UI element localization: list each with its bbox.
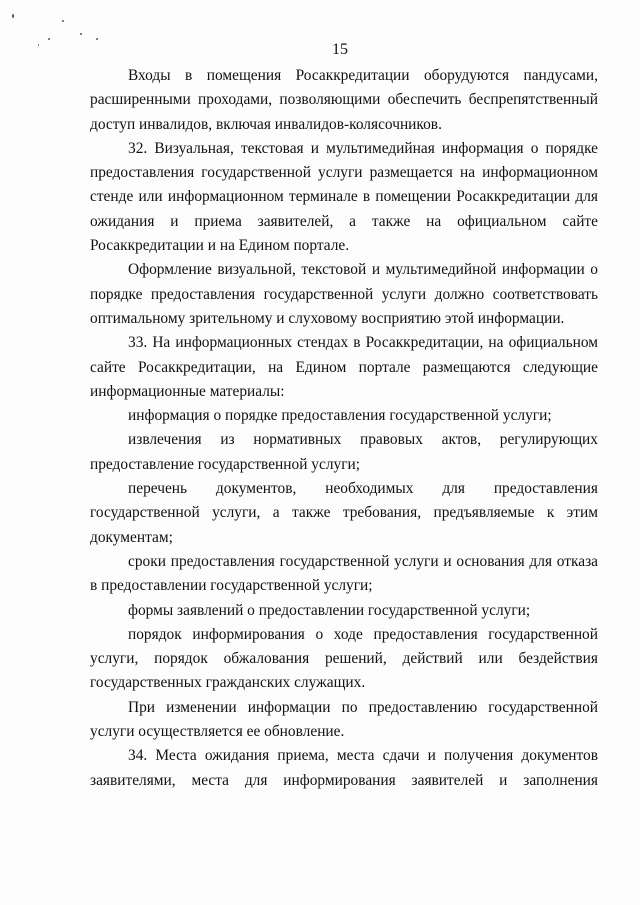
scan-speck [80,33,82,35]
list-item: перечень документов, необходимых для предоставления государственной услуги, а также требования, предъявляемые к этим документам; [90,480,598,546]
document-body [90,64,598,793]
list-item: извлечения из нормативных правовых актов, регулирующих предоставление государственной услуги; [90,431,598,473]
paragraph-33: 33. На информационных стендах в Росаккредитации, на официальном сайте Росаккредитации, на Едином портале размещаются следующие информационные материалы: [90,334,598,400]
paragraph-34: 34. Места ожидания приема, места сдачи и получения документов заявителями, места для информирования заявителей и заполнения [90,747,598,789]
page-number: 15 [332,41,348,58]
list-item: порядок информирования о ходе предоставления государственной услуги, порядок обжалования решений, действий или бездействия государственных гражданских служащих. [90,625,598,692]
paragraph-design: Оформление визуальной, текстовой и мультимедийной информации о порядке предоставления государственной услуги должно соответствовать оптимальному зрительному и слуховому восприятию этой информации. [90,261,598,327]
list-item: информация о порядке предоставления государственной услуги; [128,407,552,425]
paragraph-ramps: Входы в помещения Росаккредитации оборудуются пандусами, расширенными проходами, позволяющими обеспечить беспрепятственный доступ инвалидов, включая инвалидов-колясочников. [90,67,598,133]
list-item: формы заявлений о предоставлении государственной услуги; [128,601,531,619]
list-item: сроки предоставления государственной услуги и основания для отказа в предоставлении государственной услуги; [90,552,598,595]
scan-speck [48,38,50,40]
scan-speck [12,14,14,18]
paragraph-32: 32. Визуальная, текстовая и мультимедийная информация о порядке предоставления государственной услуги размещается на информационном стенде или информационном терминале в помещении Росаккредитации для ожидания и приема заявителей, а также на официальном сайте Росаккредитации и на Едином портале. [90,139,598,255]
paragraph-update: При изменении информации по предоставлению государственной услуги осуществляется ее обновление. [90,698,598,741]
scan-speck [62,20,64,22]
scan-speck [96,38,98,40]
